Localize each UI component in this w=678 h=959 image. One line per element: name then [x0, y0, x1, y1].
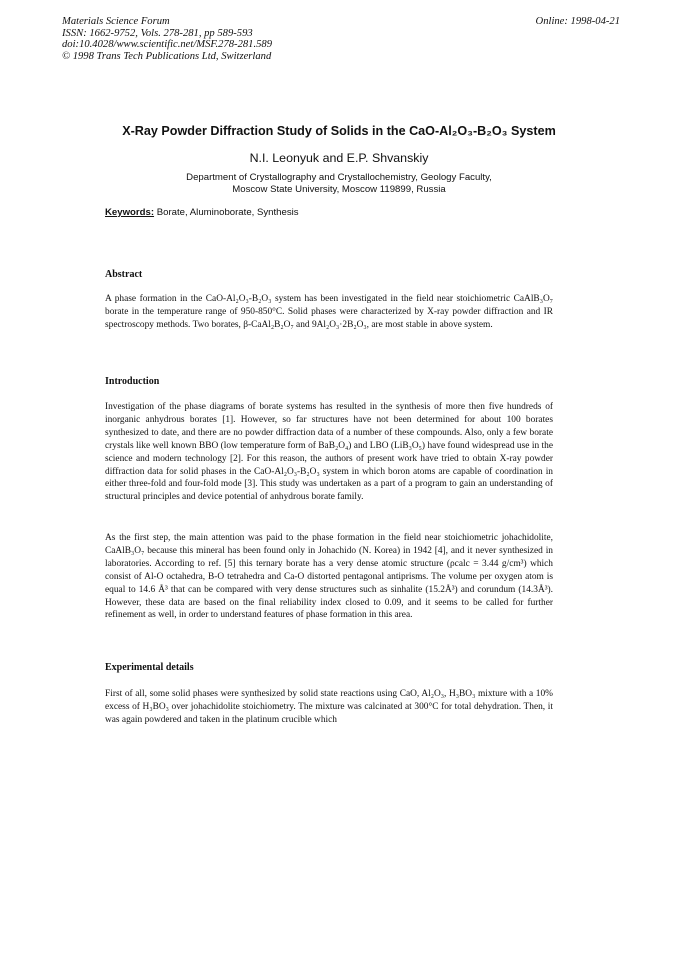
introduction-paragraph-2: As the first step, the main attention was paid to the phase formation in the field near stoichiometric johachidolite, CaAlB₃O₇ because this mineral has been found only in Johachido (N. Korea) in 1942 [4], and it never synthesized in laboratories. According to ref. [5] this ternary borate has a very dense atomic structure (ρcalc = 3.44 g/cm³) which consist of Al-O octahedra, B-O tetrahedra and Ca-O distorted pentagonal antiprisms. The volume per oxygen atom is equal to 14.6 Å³ that can be compared with very dense structures such as sinhalite (15.2Å³) and corundum (14.3Å³). However, these data are based on the final reliability index closed to 0.09, and it seems to be called for further refinement as well, in order to understand features of phase formation in this area.: [105, 533, 553, 621]
affiliation: [0, 172, 678, 197]
authors: N.I. Leonyuk and E.P. Shvanskiy: [249, 151, 429, 165]
keywords: [105, 207, 299, 218]
keywords-label: Keywords:: [105, 207, 155, 218]
affiliation-line-1: Department of Crystallography and Crystallochemistry, Geology Faculty,: [186, 172, 492, 183]
affiliation-line-2: Moscow State University, Moscow 119899, Russia: [232, 184, 446, 196]
online-date: Online: 1998-04-21: [535, 16, 620, 27]
journal-name: Materials Science Forum: [62, 16, 170, 27]
introduction-heading: Introduction: [105, 376, 160, 387]
experimental-paragraph-1: First of all, some solid phases were synthesized by solid state reactions using CaO, Al₂O₃, H₃BO₃ mixture with a 10% excess of H₃BO₃ over johachidolite stoichiometry. The mixture was calcinated at 300°C for total dehydration. Then, it was again powdered and taken in the platinum crucible which: [105, 689, 553, 725]
copyright-line: © 1998 Trans Tech Publications Ltd, Switzerland: [62, 50, 272, 62]
issn-line: ISSN: 1662-9752, Vols. 278-281, pp 589-593: [62, 27, 253, 39]
experimental-heading: Experimental details: [105, 662, 194, 673]
abstract-heading: Abstract: [105, 269, 143, 280]
journal-header: [62, 16, 272, 62]
keywords-value: Borate, Aluminoborate, Synthesis: [156, 207, 299, 218]
doi-line: doi:10.4028/www.scientific.net/MSF.278-281.589: [62, 39, 272, 51]
abstract-text: A phase formation in the CaO-Al₂O₃-B₂O₃ system has been investigated in the field near stoichiometric CaAlB₃O₇ borate in the temperature range of 950-850°C. Solid phases were characterized by X-ray powder diffraction and IR spectroscopy methods. Two borates, β-CaAl₂B₂O₇ and 9Al₂O₃·2B₂O₃, are most stable in above system.: [105, 294, 553, 330]
introduction-paragraph-1: Investigation of the phase diagrams of borate systems has resulted in the synthesis of more then five hundreds of inorganic anhydrous borates [1]. However, so far structures have not been determined for about 100 borates synthesized to date, and there are no powder diffraction data of a number of these compounds. Also, only a few borate crystals like well known BBO (low temperature form of BaB₂O₄) and LBO (LiB₃O₅) have found widespread use in the science and modern technology [2]. For this reason, the authors of present work have tried to obtain X-ray powder diffraction data for solid phases in the CaO-Al₂O₃-B₂O₃ system in which boron atoms are capable of coordination in either three-fold and four-fold mode [3]. This study was undertaken as a part of a program to gain an understanding of structural principles and device potential of anhydrous borate family.: [105, 402, 553, 503]
paper-title: X-Ray Powder Diffraction Study of Solids in the CaO-Al₂O₃-B₂O₃ System: [122, 124, 556, 138]
